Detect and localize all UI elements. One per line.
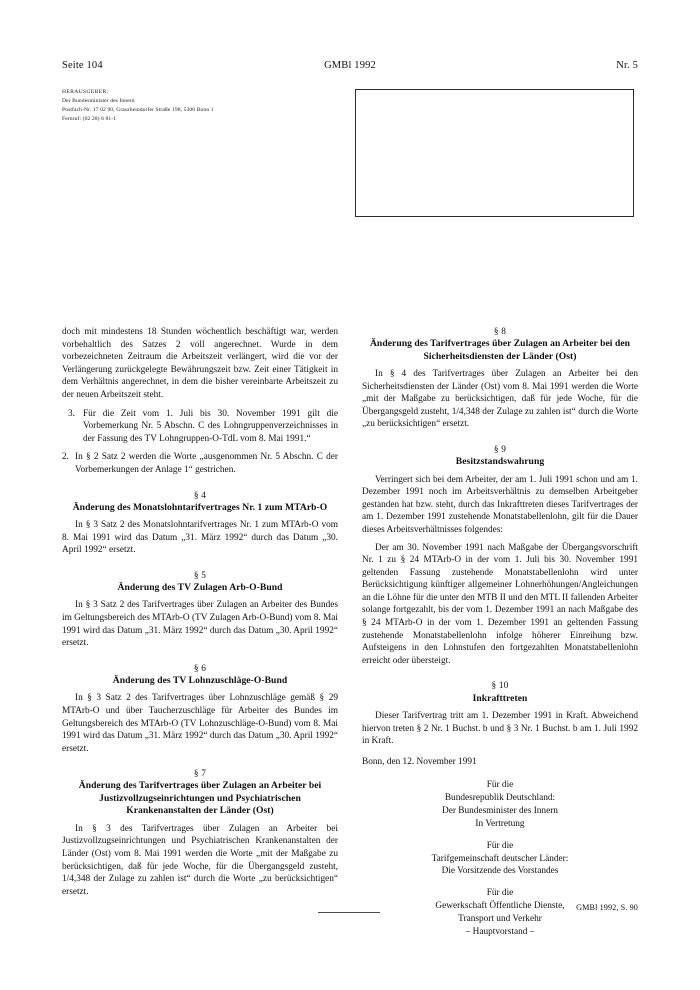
signature-line: Gewerkschaft Öffentliche Dienste,: [435, 900, 565, 911]
list-item: [62, 408, 338, 446]
signature-line: Für die: [486, 780, 514, 791]
imprint-block: [62, 88, 332, 124]
imprint-address: Postfach-Nr. 17 02 90, Graurheindorfer Straße 198, 5300 Bonn 1: [62, 107, 214, 114]
issue-number-label: Nr. 5: [616, 60, 638, 71]
footer-reference: GMBl 1992, S. 90: [576, 903, 638, 912]
section-body-5: In § 3 Satz 2 des Tarifvertrages über Zulagen an Arbeiter des Bundes im Geltungsbereich des MTArb-O (TV Zulagen Arb-O-Bund) vom 8. Mai 1991 wird das Datum „31. März 1992“ durch das Datum „30. April 1992“ ersetzt.: [62, 600, 338, 649]
section-number: § 5: [193, 570, 207, 581]
left-column: [62, 326, 338, 938]
continued-paragraph: doch mit mindestens 18 Stunden wöchentlich beschäftigt war, werden vorbehaltlich des Satzes 2 voll angerechnet. Wurde in dem vorbezeichneten Zeitraum die Arbeitszeit verlängert, wird die vor der Verlängerung zurückgelegte Bewährungszeit bzw. Zeit einer Tätigkeit in dem Verhältnis angerechnet, in dem die bisher vereinbarte Arbeitszeit zu der neuen Arbeitszeit steht.: [62, 327, 338, 400]
imprint-phone: Fernruf: (02 28) 6 81-1: [62, 116, 117, 123]
signature-line: – Hauptvorstand –: [465, 926, 535, 937]
section-title: Besitzstandswahrung: [455, 456, 545, 468]
signature-line: In Vertretung: [475, 818, 525, 829]
numbered-list-outer: [62, 451, 338, 476]
journal-title: GMBl 1992: [324, 60, 376, 71]
section-number: § 9: [493, 444, 507, 455]
list-item-number: 2.: [62, 452, 69, 463]
signature-block: [362, 779, 638, 938]
body-columns: [62, 326, 638, 938]
signature-line: Für die: [486, 888, 514, 899]
signature-line: Die Vorsitzende des Vorstandes: [441, 866, 559, 877]
signature-line: Bundesrepublik Deutschland:: [444, 793, 556, 804]
section-body-7: In § 3 des Tarifvertrages über Zulagen an Arbeiter bei Justizvollzugseinrichtungen und Psychiatrischen Krankenanstalten der Länder (Ost) vom 8. Mai 1991 werden die Worte „mit der Maßgabe zu berücksichtigen, daß für jede Woche, für die Übergangsgeld zusteht, 1/4,348 der Zulage zu zahlen ist“ durch die Worte „zu berücksichtigen“ ersetzt.: [62, 823, 338, 897]
section-number: § 8: [493, 327, 507, 337]
list-item: [62, 451, 338, 476]
signature-group-bund: [362, 779, 638, 830]
section-body-9b: Der am 30. November 1991 nach Maßgabe der Übergangsvorschrift Nr. 1 zu § 24 MTArb-O in der vom 1. Juli bis 30. November 1991 geltenden Fassung zustehende Monatstabellenlohn wird unter Berücksichtigung künftiger allgemeiner Lohnerhöhungen/Angleichungen an die Löhne für die unter den MTB II und den MTL II fallenden Arbeiter solange fortgezahlt, bis der vom 1. Dezember 1991 an nach Maßgabe des § 24 MTArb-O in der vom 1. Dezember 1991 an geltenden Fassung zustehende Monatstabellenlohn infolge höherer Einreihung bzw. Aufsteigens in den Lohnstufen den fortgezahlten Monatstabellenlohn erreicht oder übersteigt.: [362, 542, 638, 666]
signature-group-oetv: [362, 887, 638, 938]
section-number: § 7: [193, 769, 207, 780]
section-number: § 6: [193, 663, 207, 674]
imprint-publisher: Der Bundesminister des Innern: [62, 98, 135, 105]
list-item-number: 3.: [68, 408, 75, 419]
section-heading-10: [362, 680, 638, 705]
section-title: Änderung des TV Zulagen Arb-O-Bund: [117, 581, 283, 593]
section-title: Änderung des Tarifvertrages über Zulagen an Arbeiter bei den Sicherheitsdiensten der Länder (Ost): [369, 338, 631, 362]
signature-line: Transport und Verkehr: [458, 913, 542, 924]
section-body-8: In § 4 des Tarifvertrages über Zulagen an Arbeiter bei den Sicherheitsdiensten der Länder (Ost) vom 8. Mai 1991 werden die Worte „mit der Maßgabe zu berücksichtigen, daß für jede Woche, für die Übergangsgeld zusteht, 1/4,348 der Zulage zu zahlen ist“ durch die Worte „zu berücksichtigen“ ersetzt.: [362, 369, 638, 430]
numbered-list-inner: [62, 408, 338, 446]
section-number: § 4: [193, 490, 207, 501]
section-heading-8: [362, 326, 638, 363]
section-title: Änderung des Tarifvertrages über Zulagen an Arbeiter bei Justizvollzugseinrichtungen und Psychiatrischen Krankenanstalten der Länder (Ost): [78, 780, 322, 817]
section-heading-6: [62, 663, 338, 688]
section-title: Inkrafttreten: [472, 692, 528, 704]
page-number-label: Seite 104: [62, 60, 103, 71]
section-heading-4: [62, 490, 338, 515]
section-heading-7: [62, 768, 338, 817]
empty-notice-box: [355, 89, 634, 217]
signature-line: Tarifgemeinschaft deutscher Länder:: [431, 853, 569, 864]
section-heading-9: [362, 444, 638, 469]
section-title: Änderung des Monatslohntarifvertrages Nr. 1 zum MTArb-O: [72, 501, 328, 513]
signature-line: Der Bundesminister des Innern: [442, 806, 558, 817]
section-body-6: In § 3 Satz 2 des Tarifvertrages über Lohnzuschläge gemäß § 29 MTArb-O und über Taucherzuschläge für Arbeiter des Bundes im Geltungsbereich des MTArb-O (TV Lohnzuschläge-O-Bund) vom 8. Mai 1991 wird das Datum „31. März 1992“ durch das Datum „30. April 1992“ ersetzt.: [62, 693, 338, 754]
signature-line: Für die: [486, 840, 514, 851]
section-body-9a: Verringert sich bei dem Arbeiter, der am 1. Juli 1991 schon und am 1. Dezember 1991 noch im Arbeitsverhältnis zu demselben Arbeitgeber gestanden hat bzw. steht, durch das Inkrafttreten dieses Tarifvertrages der am 1. Dezember 1991 zustehende Monatstabellenlohn, gilt für die Dauer dieses Arbeitsverhältnisses folgendes:: [362, 474, 638, 535]
list-item-text: In § 2 Satz 2 werden die Worte „ausgenommen Nr. 5 Abschn. C der Vorbemerkungen der Anlage 1“ gestrichen.: [75, 452, 338, 475]
list-item-text: Für die Zeit vom 1. Juli bis 30. November 1991 gilt die Vorbemerkung Nr. 5 Abschn. C des Lohngruppenverzeichnisses in der Fassung des TV Lohngruppen-O-TdL vom 8. Mai 1991.“: [83, 408, 338, 444]
section-body-10: Dieser Tarifvertrag tritt am 1. Dezember 1991 in Kraft. Abweichend hiervon treten § 2 Nr. 1 Buchst. b und § 3 Nr. 1 Buchst. b am 1. Juli 1992 in Kraft.: [362, 710, 638, 747]
section-heading-5: [62, 570, 338, 595]
footer-divider-rule: [318, 912, 380, 913]
section-title: Änderung des TV Lohnzuschläge-O-Bund: [112, 674, 288, 686]
right-column: [362, 326, 638, 938]
place-and-date: Bonn, den 12. November 1991: [362, 756, 477, 767]
section-number: § 10: [491, 681, 509, 692]
imprint-title: HERAUSGEBER:: [62, 89, 109, 95]
section-body-4: In § 3 Satz 2 des Monatslohntarifvertrages Nr. 1 zum MTArb-O vom 8. Mai 1991 wird das Datum „31. März 1992“ durch das Datum „30. April 1992“ ersetzt.: [62, 520, 338, 556]
running-head: [62, 60, 638, 71]
signature-group-tdl: [362, 840, 638, 878]
